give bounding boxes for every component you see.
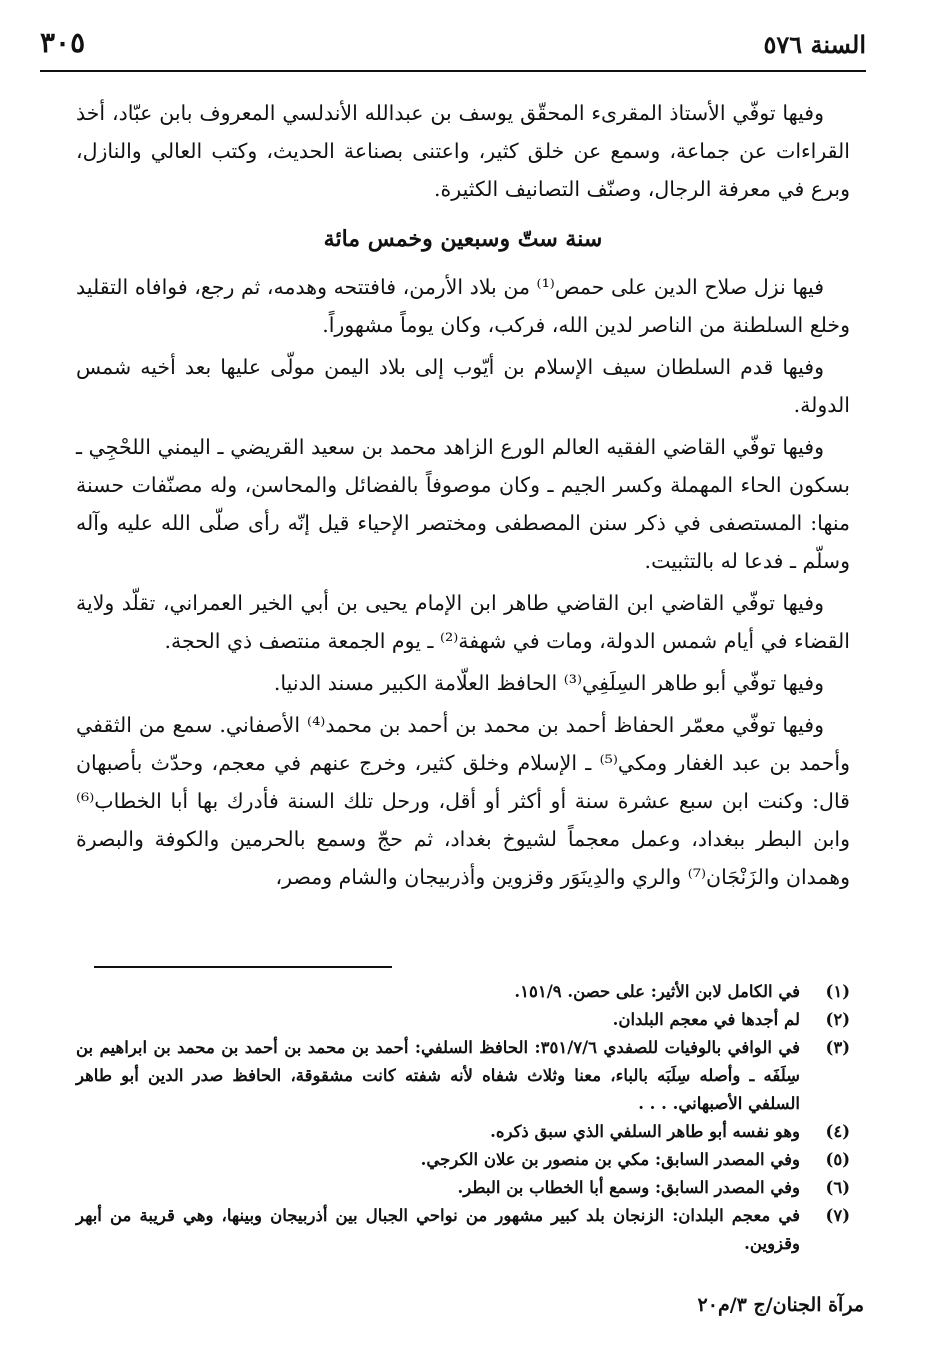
footnotes — [76, 978, 850, 1258]
paragraph: وفيها توفّي القاضي ابن القاضي طاهر ابن الإمام يحيى بن أبي الخير العمراني، تقلّد ولاية القضاء في أيام شمس الدولة، ومات في شهفة⁽²⁾ ـ يوم الجمعة منتصف ذي الحجة. — [76, 591, 850, 653]
footnote-number: (٥) — [825, 1150, 850, 1169]
footnote — [76, 1146, 850, 1174]
footnote-text: وفي المصدر السابق: وسمع أبا الخطاب بن البطر. — [457, 1178, 800, 1197]
footnote — [76, 1202, 850, 1258]
paragraph: وفيها توفّي معمّر الحفاظ أحمد بن محمد بن أحمد بن محمد⁽⁴⁾ الأصفاني. سمع من الثقفي وأحمد بن عبد الغفار ومكي⁽⁵⁾ ـ الإسلام وخلق كثير، وخرج عنهم في معجم، وحدّث بأصبهان قال: وكنت ابن سبع عشرة سنة أو أكثر أو أقل، ورحل تلك السنة فأدرك بها أبا الخطاب⁽⁶⁾ وابن البطر ببغداد، وعمل معجماً لشيوخ بغداد، ثم حجّ وسمع بالحرمين والكوفة والبصرة وهمدان والزَنْجَان⁽⁷⁾ والري والدِينَوَر وقزوين وأذربيجان والشام ومصر، — [76, 713, 850, 889]
footnote — [76, 1006, 850, 1034]
footnote — [76, 978, 850, 1006]
footnote-text: في الكامل لابن الأثير: على حصن. ١٥١/٩. — [514, 982, 800, 1001]
footnote-number: (١) — [825, 982, 850, 1001]
page-number: ٣٠٥ — [40, 26, 86, 59]
footnote — [76, 1174, 850, 1202]
footnote-text: في الوافي بالوفيات للصفدي ٣٥١/٧/٦: الحافظ السلفي: أحمد بن محمد بن أحمد بن محمد بن ابراهيم بن سِلَفَه ـ وأصله سِلَبَه بالباء، معنا وثلاث شفاه لأنه شفته كانت مشقوقة، الحافظ صدر الدين أبو طاهر السلفي الأصبهاني. . . . — [76, 1038, 801, 1113]
footnote-number: (٣) — [825, 1038, 850, 1057]
footnote-number: (٦) — [825, 1178, 850, 1197]
paragraph: وفيها توفّي القاضي الفقيه العالم الورع الزاهد محمد بن سعيد القريضي ـ اليمني اللحْجِي ـ بسكون الحاء المهملة وكسر الجيم ـ وكان موصوفاً بالفضائل والمحاسن، وله مصنّفات حسنة منها: المستصفى في ذكر سنن المصطفى ومختصر الإحياء قيل إنّه رأى صلّى الله عليه وآله وسلّم ـ فدعا له بالتثبيت. — [76, 435, 850, 573]
footnote-text: في معجم البلدان: الزنجان بلد كبير مشهور من نواحي الجبال بين أذربيجان وبينها، وهي قريبة من أبهر وقزوين. — [76, 1206, 800, 1253]
section-title: سنة ستّ وسبعين وخمس مائة — [323, 226, 603, 252]
footnote-text: لم أجدها في معجم البلدان. — [612, 1010, 800, 1029]
footnote-number: (٤) — [825, 1122, 850, 1141]
paragraph: وفيها توفّي أبو طاهر السِلَفِي⁽³⁾ الحافظ العلّامة الكبير مسند الدنيا. — [273, 671, 824, 695]
footnote — [76, 1118, 850, 1146]
footnote-number: (٢) — [825, 1010, 850, 1029]
running-title: السنة ٥٧٦ — [763, 30, 866, 59]
paragraph: وفيها توفّي الأستاذ المقرىء المحقّق يوسف بن عبدالله الأندلسي المعروف بابن عبّاد، أخذ القراءات عن جماعة، وسمع عن خلق كثير، واعتنى بصناعة الحديث، وكتب العالي والنازل، وبرع في معرفة الرجال، وصنّف التصانيف الكثيرة. — [76, 101, 850, 201]
page-header — [40, 26, 866, 72]
footnote-separator — [94, 966, 392, 968]
paragraph: وفيها قدم السلطان سيف الإسلام بن أيّوب إلى بلاد اليمن مولّى عليها بعد أخيه شمس الدولة. — [76, 355, 850, 417]
footnote — [76, 1034, 850, 1118]
paragraph: فيها نزل صلاح الدين على حمص⁽¹⁾ من بلاد الأرمن، فافتتحه وهدمه، ثم رجع، فوافاه التقليد وخلع السلطنة من الناصر لدين الله، فركب، وكان يوماً مشهوراً. — [76, 275, 850, 337]
footnote-text: وهو نفسه أبو طاهر السلفي الذي سبق ذكره. — [490, 1122, 800, 1141]
footnote-text: وفي المصدر السابق: مكي بن منصور بن علان الكرجي. — [420, 1150, 800, 1169]
signature-mark: مرآة الجنان/ج ٣/م٢٠ — [697, 1294, 864, 1316]
main-text — [76, 94, 850, 900]
footnote-number: (٧) — [825, 1206, 850, 1225]
